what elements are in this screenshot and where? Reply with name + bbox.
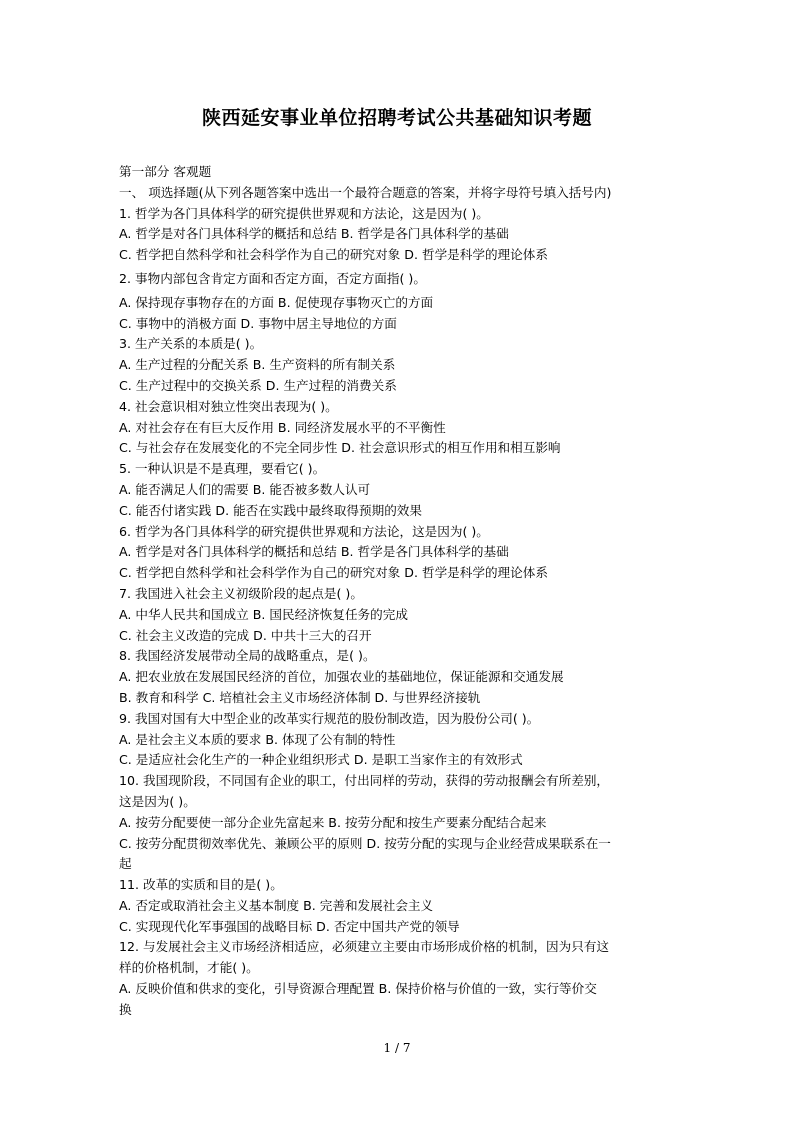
page-number: 1 / 7 [383,1041,411,1055]
question-12-options-ab-continued: 换 [119,1001,132,1017]
question-3-options-cd: C. 生产过程中的交换关系 D. 生产过程的消费关系 [119,377,397,393]
question-11-options-ab: A. 否定或取消社会主义基本制度 B. 完善和发展社会主义 [119,897,434,913]
question-1-options-cd: C. 哲学把自然科学和社会科学作为自己的研究对象 D. 哲学是科学的理论体系 [119,247,548,263]
question-7: 7. 我国进入社会主义初级阶段的起点是( )。 [119,585,363,601]
question-7-options-ab: A. 中华人民共和国成立 B. 国民经济恢复任务的完成 [119,606,408,622]
question-12-continued: 样的价格机制，才能( )。 [119,960,259,976]
question-6-options-ab: A. 哲学是对各门具体科学的概括和总结 B. 哲学是各门具体科学的基础 [119,544,509,560]
question-12-options-ab: A. 反映价值和供求的变化，引导资源合理配置 B. 保持价格与价值的一致，实行等价交 [119,981,597,997]
question-5-options-ab: A. 能否满足人们的需要 B. 能否被多数人认可 [119,481,371,497]
question-3: 3. 生产关系的本质是( )。 [119,336,263,352]
question-11: 11. 改革的实质和目的是( )。 [119,877,283,893]
question-6: 6. 哲学为各门具体科学的研究提供世界观和方法论，这是因为( )。 [119,523,489,539]
question-9: 9. 我国对国有大中型企业的改革实行规范的股份制改造，因为股份公司( )。 [119,710,540,726]
question-8-option-a: A. 把农业放在发展国民经济的首位，加强农业的基础地位，保证能源和交通发展 [119,669,564,685]
question-7-options-cd: C. 社会主义改造的完成 D. 中共十三大的召开 [119,627,372,643]
question-2-options-ab: A. 保持现存事物存在的方面 B. 促使现存事物灭亡的方面 [119,294,434,310]
question-9-options-cd: C. 是适应社会化生产的一种企业组织形式 D. 是职工当家作主的有效形式 [119,752,523,768]
instruction-line: 一、 项选择题(从下列各题答案中选出一个最符合题意的答案，并将字母符号填入括号内) [119,184,612,200]
question-10-options-ab: A. 按劳分配要使一部分企业先富起来 B. 按劳分配和按生产要素分配结合起来 [119,814,547,830]
question-2-options-cd: C. 事物中的消极方面 D. 事物中居主导地位的方面 [119,315,397,331]
question-6-options-cd: C. 哲学把自然科学和社会科学作为自己的研究对象 D. 哲学是科学的理论体系 [119,565,548,581]
document-title: 陕西延安事业单位招聘考试公共基础知识考题 [201,107,592,129]
question-10-continued: 这是因为( )。 [119,793,196,809]
question-10-options-cd-continued: 起 [119,856,132,872]
question-10: 10. 我国现阶段，不同国有企业的职工，付出同样的劳动，获得的劳动报酬会有所差别， [119,773,610,789]
question-10-options-cd: C. 按劳分配贯彻效率优先、兼顾公平的原则 D. 按劳分配的实现与企业经营成果联系在一 [119,835,611,851]
question-8-options-bcd: B. 教育和科学 C. 培植社会主义市场经济体制 D. 与世界经济接轨 [119,689,481,705]
section-heading: 第一部分 客观题 [119,164,212,179]
question-8: 8. 我国经济发展带动全局的战略重点，是( )。 [119,648,376,664]
question-3-options-ab: A. 生产过程的分配关系 B. 生产资料的所有制关系 [119,357,396,373]
question-1-options-ab: A. 哲学是对各门具体科学的概括和总结 B. 哲学是各门具体科学的基础 [119,226,509,242]
question-5: 5. 一种认识是不是真理，要看它( )。 [119,461,326,477]
question-4-options-cd: C. 与社会存在发展变化的不完全同步性 D. 社会意识形式的相互作用和相互影响 [119,440,561,456]
question-2: 2. 事物内部包含肯定方面和否定方面，否定方面指( )。 [119,270,426,286]
question-9-options-ab: A. 是社会主义本质的要求 B. 体现了公有制的特性 [119,731,396,747]
question-12: 12. 与发展社会主义市场经济相适应，必须建立主要由市场形成价格的机制，因为只有这 [119,939,610,955]
question-11-options-cd: C. 实现现代化军事强国的战略目标 D. 否定中国共产党的领导 [119,918,460,934]
question-4-options-ab: A. 对社会存在有巨大反作用 B. 同经济发展水平的不平衡性 [119,419,446,435]
question-4: 4. 社会意识相对独立性突出表现为( )。 [119,398,338,414]
document-body [119,162,685,1021]
question-1: 1. 哲学为各门具体科学的研究提供世界观和方法论，这是因为( )。 [119,205,489,221]
question-5-options-cd: C. 能否付诸实践 D. 能否在实践中最终取得预期的效果 [119,502,422,518]
